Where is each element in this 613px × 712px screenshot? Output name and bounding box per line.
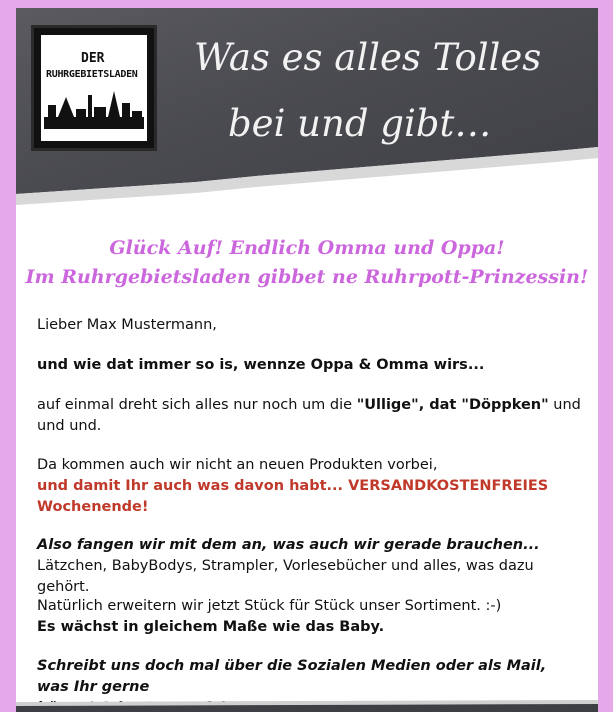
header-tagline-line2: bei und gibt…: [228, 102, 492, 145]
p3-text-a: Da kommen auch wir nicht an neuen Produkten vorbei,: [37, 457, 438, 473]
paragraph-versand: [37, 455, 582, 518]
greeting: Lieber Max Mustermann,: [37, 317, 217, 333]
newsletter-card: [16, 8, 598, 712]
bottom-torn-edge: [16, 696, 598, 712]
headline-line2: Im Ruhrgebietsladen gibbet ne Ruhrpott-Prinzessin!: [25, 266, 589, 288]
logo-line2: RUHRGEBIETSLADEN: [46, 69, 138, 80]
header-banner: [16, 8, 598, 208]
header-tagline-line1: Was es alles Tolles: [194, 36, 542, 79]
p2-text-b: "Ullige", dat "Döppken": [356, 397, 549, 413]
p5-text-a: Natürlich erweitern wir jetzt Stück für Stück unser Sortiment. :-): [37, 598, 502, 614]
p4-text-b: Lätzchen, BabyBodys, Strampler, Vorlesebücher und alles, was dazu gehört.: [37, 558, 534, 595]
paragraph-ullige: [37, 395, 582, 437]
p3-text-b: und damit Ihr auch was davon habt... VERSANDKOSTENFREIES: [37, 478, 549, 494]
p5-text-b: Es wächst in gleichem Maße wie das Baby.: [37, 619, 385, 635]
p4-text-a: Also fangen wir mit dem an, was auch wir gerade brauchen...: [37, 537, 540, 553]
p2-text-d: und und.: [37, 418, 102, 434]
p2-text-c: und: [548, 397, 581, 413]
p2-text-a: auf einmal dreht sich alles nur noch um die: [37, 397, 357, 413]
intro-bold: und wie dat immer so is, wennze Oppa & Omma wirs...: [37, 357, 485, 373]
logo-line1: DER: [81, 51, 105, 66]
paragraph-sortiment: [37, 596, 582, 638]
headline-line1: Glück Auf! Endlich Omma und Oppa!: [109, 237, 505, 259]
ruhrgebietsladen-logo[interactable]: [34, 28, 154, 148]
paragraph-products: [37, 535, 582, 598]
p3-text-c: Wochenende!: [37, 499, 149, 515]
skyline-icon: [44, 87, 144, 129]
p6-text-a: Schreibt uns doch mal über die Sozialen Medien oder als Mail, was Ihr gerne: [37, 658, 547, 695]
